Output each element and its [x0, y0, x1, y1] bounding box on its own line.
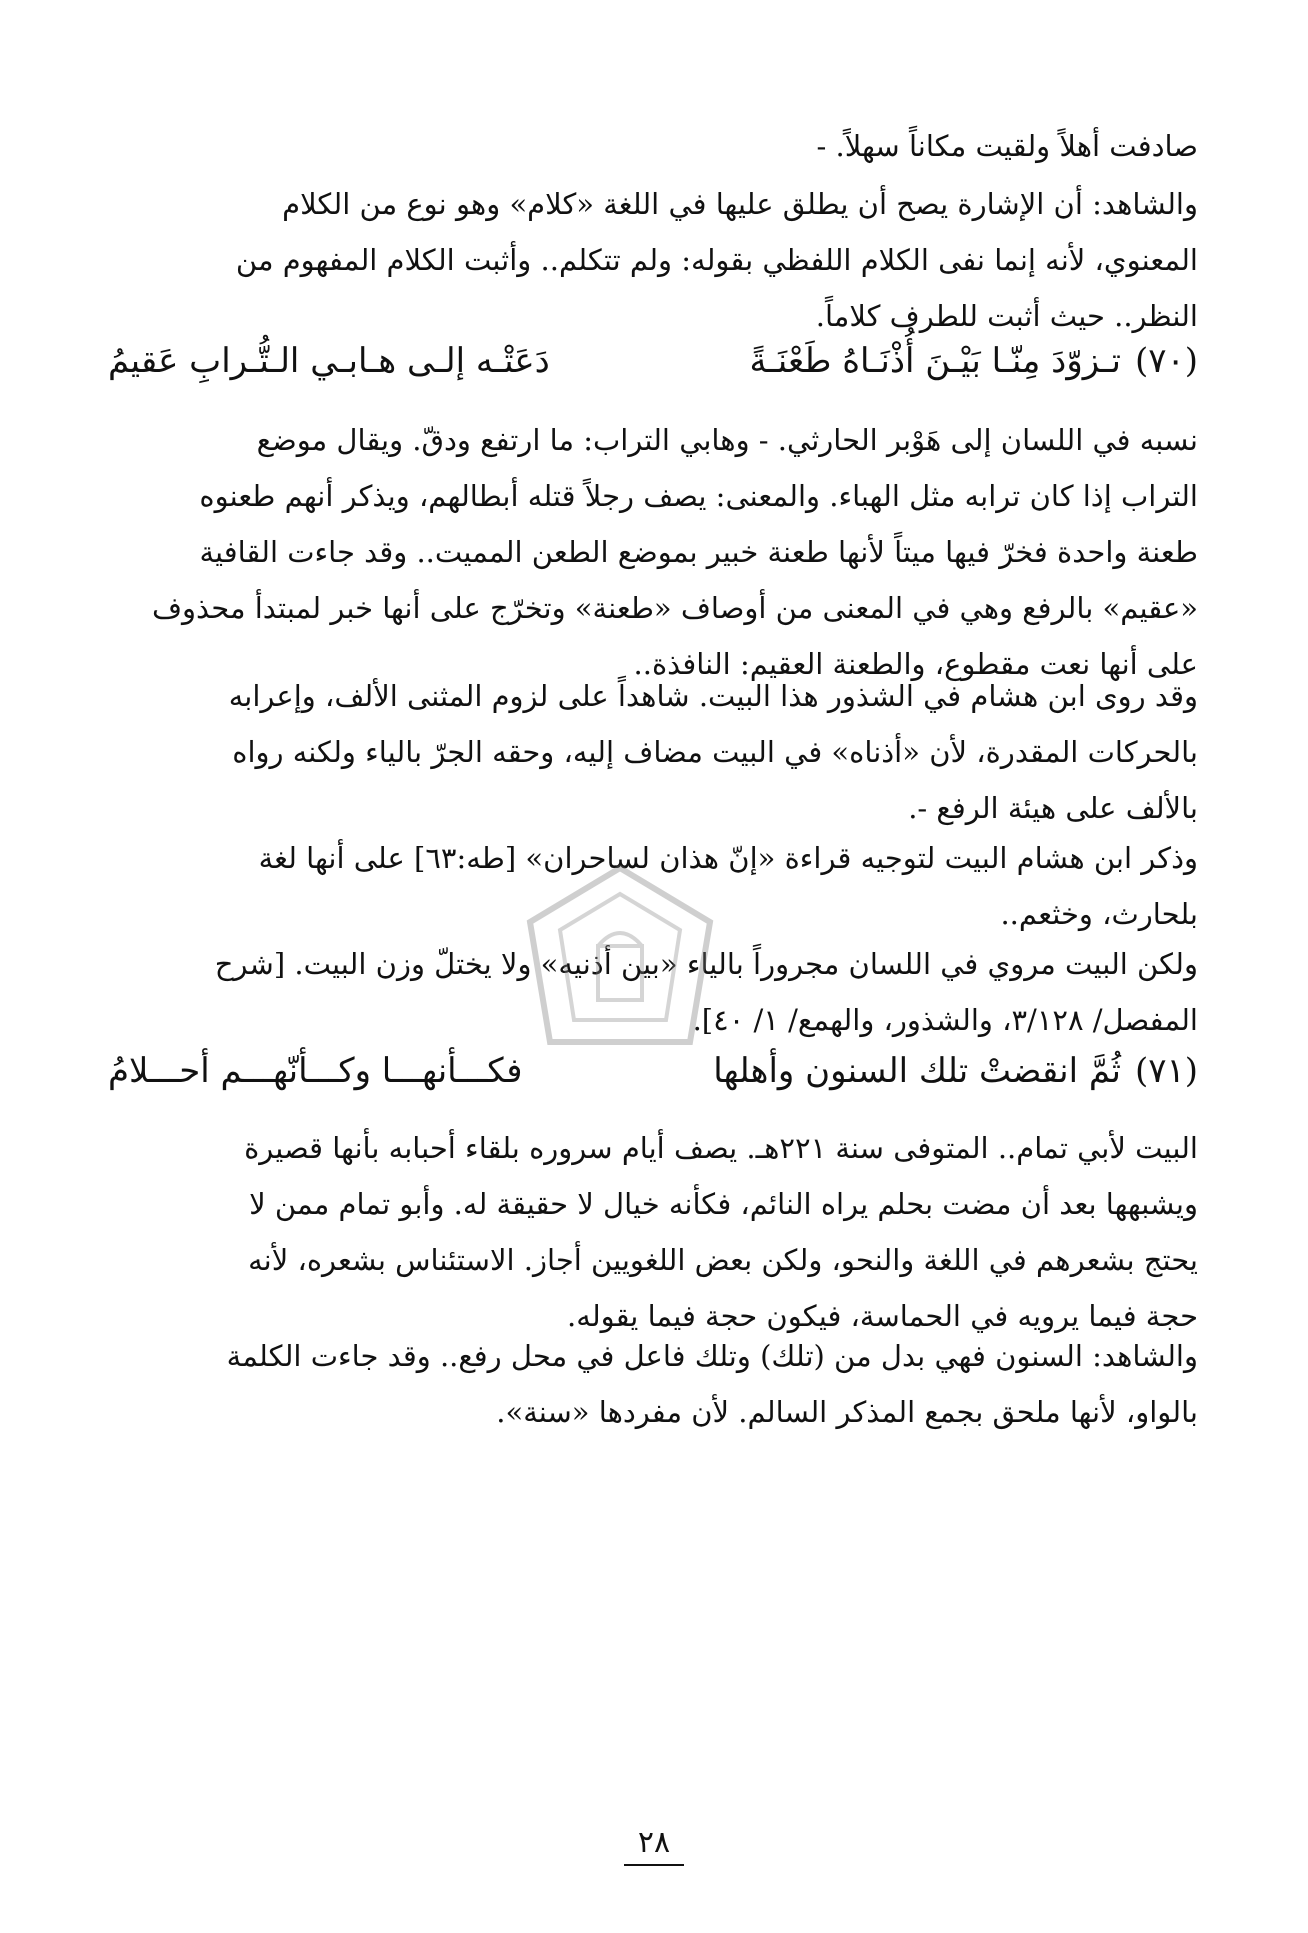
text-line: بالحركات المقدرة، لأن «أذناه» في البيت مضاف إليه، وحقه الجرّ بالياء ولكنه رواه	[232, 735, 1198, 769]
text-line: النظر.. حيث أثبت للطرف كلاماً.	[815, 299, 1198, 333]
text-line: نسبه في اللسان إلى هَوْبر الحارثي. - وهابي التراب: ما ارتفع ودقّ. ويقال موضع	[256, 423, 1198, 457]
text-line: ولكن البيت مروي في اللسان مجروراً بالياء «بين أذنيه» ولا يختلّ وزن البيت. [شرح	[214, 947, 1198, 981]
text-line: والشاهد: أن الإشارة يصح أن يطلق عليها في اللغة «كلام» وهو نوع من الكلام	[282, 187, 1198, 221]
text-line: «عقيم» بالرفع وهي في المعنى من أوصاف «طعنة» وتخرّج على أنها خبر لمبتدأ محذوف	[151, 591, 1198, 625]
paragraph-witness-1	[108, 176, 1198, 344]
text-line: بالواو، لأنها ملحق بجمع المذكر السالم. لأن مفردها «سنة».	[496, 1395, 1198, 1429]
paragraph-witness-71	[108, 1328, 1198, 1440]
verse-number: (٧٠)	[1134, 341, 1198, 381]
text-line: بلحارث، وخثعم..	[1000, 897, 1198, 931]
paragraph-commentary-70	[108, 412, 1198, 692]
verse-71	[108, 1046, 1198, 1096]
verse-70	[108, 336, 1198, 386]
verse-second-hemistich: دَعَتْـه إلـى هـابـي الـتُّـرابِ عَقيمُ	[108, 341, 550, 381]
text-line: ويشبهها بعد أن مضت بحلم يراه النائم، فكأنه خيال لا حقيقة له. وأبو تمام ممن لا	[249, 1187, 1198, 1221]
text-line: وقد روى ابن هشام في الشذور هذا البيت. شاهداً على لزوم المثنى الألف، وإعرابه	[228, 679, 1198, 713]
text-line: صادفت أهلاً ولقيت مكاناً سهلاً. -	[816, 129, 1198, 163]
page-number	[0, 1825, 1308, 1866]
text-line: والشاهد: السنون فهي بدل من (تلك) وتلك فاعل في محل رفع.. وقد جاءت الكلمة	[226, 1339, 1198, 1373]
page-number-underline	[624, 1864, 684, 1866]
text-line: يحتج بشعرهم في اللغة والنحو، ولكن بعض اللغويين أجاز. الاستئناس بشعره، لأنه	[248, 1243, 1198, 1277]
text-line: حجة فيما يرويه في الحماسة، فيكون حجة فيما يقوله.	[567, 1299, 1198, 1333]
paragraph-commentary-71	[108, 1120, 1198, 1344]
text-line: على أنها نعت مقطوع، والطعنة العقيم: النافذة..	[633, 647, 1198, 681]
text-line: طعنة واحدة فخرّ فيها ميتاً لأنها طعنة خبير بموضع الطعن المميت.. وقد جاءت القافية	[199, 535, 1198, 569]
library-seal-watermark	[520, 860, 720, 1050]
text-line: التراب إذا كان ترابه مثل الهباء. والمعنى: يصف رجلاً قتله أبطالهم، ويذكر أنهم طعنوه	[199, 479, 1198, 513]
paragraph-intro	[108, 118, 1198, 174]
text-line: وذكر ابن هشام البيت لتوجيه قراءة «إنّ هذان لساحران» [طه:٦٣] على أنها لغة	[258, 841, 1198, 875]
page-number-value: ٢٨	[637, 1825, 671, 1860]
paragraph-ibn-hisham	[108, 668, 1198, 836]
verse-second-hemistich: فكـــأنهـــا وكـــأنّهـــم أحـــلامُ	[108, 1051, 523, 1091]
text-line: بالألف على هيئة الرفع -.	[908, 791, 1198, 825]
text-line: المعنوي، لأنه إنما نفى الكلام اللفظي بقوله: ولم تتكلم.. وأثبت الكلام المفهوم من	[235, 243, 1198, 277]
verse-number: (٧١)	[1134, 1051, 1198, 1091]
text-line: البيت لأبي تمام.. المتوفى سنة ٢٢١هـ. يصف أيام سروره بلقاء أحبابه بأنها قصيرة	[244, 1131, 1198, 1165]
verse-first-hemistich: تـزوّدَ مِنّـا بَيْـنَ أُذْنَـاهُ طَعْنَـةً	[749, 341, 1121, 381]
verse-first-hemistich: ثُمَّ انقضتْ تلك السنون وأهلها	[713, 1051, 1121, 1091]
text-line: المفصل/ ٣/١٢٨، والشذور، والهمع/ ١/ ٤٠].	[692, 1003, 1198, 1037]
